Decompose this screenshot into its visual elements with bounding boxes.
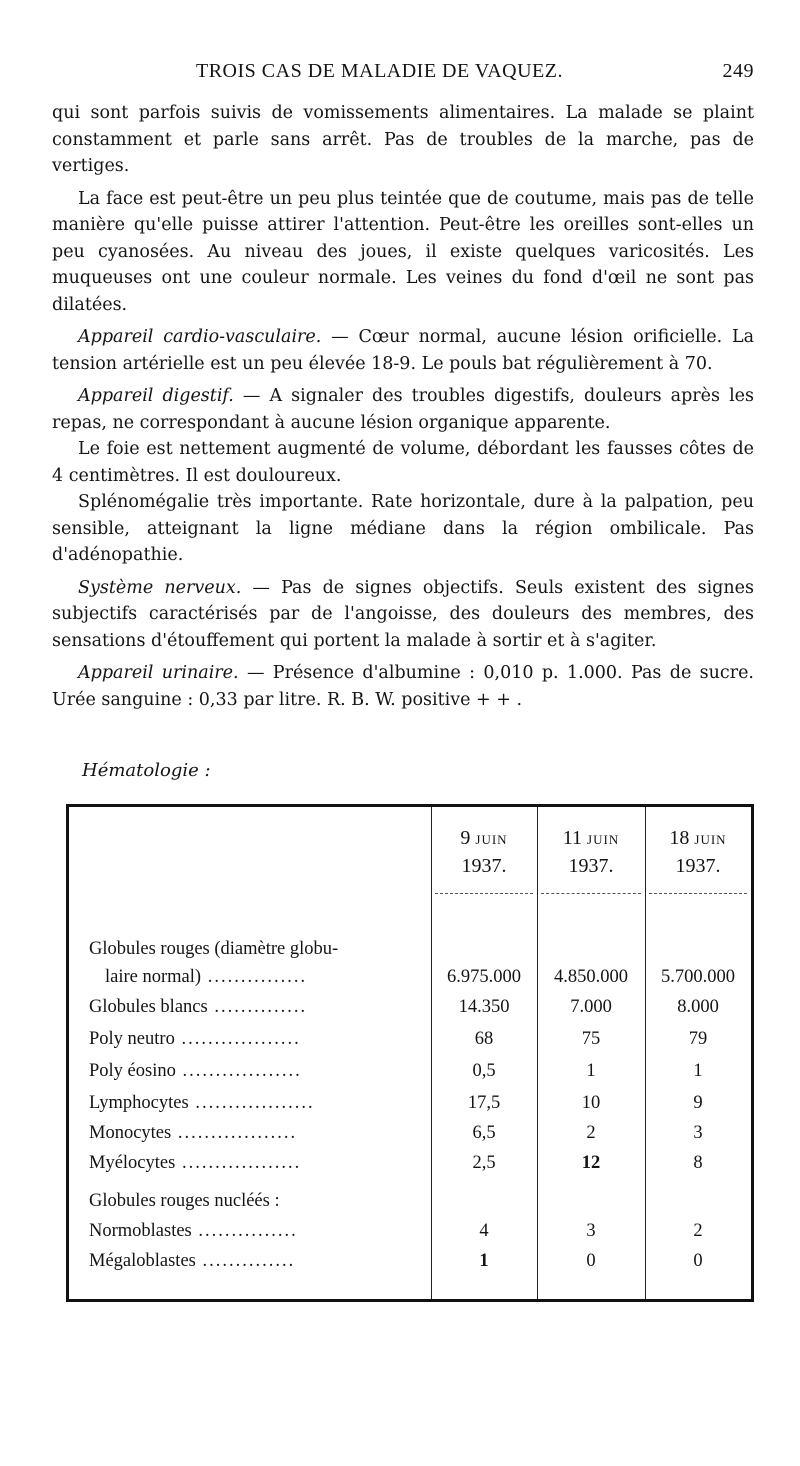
header-day: 11 (562, 827, 583, 849)
section-heading: Appareil cardio-vasculaire. (78, 327, 322, 347)
row-label: Poly éosino .................. (89, 1061, 302, 1081)
table-cell: 8.000 (677, 997, 719, 1017)
table-cell: 4 (479, 1221, 489, 1241)
column-header (431, 825, 537, 879)
section-heading: Appareil urinaire. (78, 663, 239, 683)
header-rule (541, 893, 641, 894)
table-cell: 3 (693, 1123, 703, 1143)
table-cell: 7.000 (570, 997, 612, 1017)
page-number: 249 (722, 60, 754, 82)
hematology-heading: Hématologie : (82, 760, 211, 781)
paragraph-text: — Cœur normal, aucune lésion orificielle. La tension artérielle est un peu élevée 18-9. Le pouls bat régulièrement à 70. (52, 327, 755, 374)
paragraph (52, 660, 754, 713)
running-title: TROIS CAS DE MALADIE DE VAQUEZ. (196, 60, 563, 82)
table-cell: 75 (581, 1029, 601, 1049)
table-cell: 9 (693, 1093, 703, 1113)
table-cell: 5.700.000 (661, 967, 735, 987)
row-label-continued: laire normal) ............... (105, 967, 308, 987)
header-rule (649, 893, 747, 894)
table-cell: 3 (586, 1221, 596, 1241)
header-rule (435, 893, 533, 894)
paragraph (52, 383, 754, 436)
paragraph: Splénomégalie très importante. Rate horizontale, dure à la palpation, peu sensible, atteignant la ligne médiane dans la région ombilicale. Pas d'adénopathie. (52, 492, 754, 565)
table-cell: 68 (474, 1029, 494, 1049)
paragraph: qui sont parfois suivis de vomissements alimentaires. La malade se plaint constamment et parle sans arrêt. Pas de troubles de la marche, pas de vertiges. (52, 103, 754, 176)
body-text (52, 100, 754, 713)
table-cell: 79 (688, 1029, 708, 1049)
table-cell: 2 (693, 1221, 703, 1241)
paragraph-text: — Présence d'albumine : 0,010 p. 1.000. Pas de sucre. Urée sanguine : 0,33 par litre. R. B. W. positive + + . (52, 663, 754, 710)
running-header (52, 60, 754, 90)
row-label: Myélocytes .................. (89, 1153, 302, 1173)
header-year: 1937. (461, 855, 507, 877)
table-cell: 0,5 (472, 1061, 496, 1081)
paragraph (52, 324, 754, 377)
hematology-table (66, 804, 754, 1302)
header-month: JUIN (587, 832, 620, 847)
table-cell: 1 (693, 1061, 703, 1081)
paragraph: La face est peut-être un peu plus teintée que de coutume, mais pas de telle manière qu'elle puisse attirer l'attention. Peut-être les oreilles sont-elles un peu cyanosées. Au niveau des joues, il existe quelques varicosités. Les muqueuses ont une couleur normale. Les veines du fond d'œil ne sont pas dilatées. (52, 188, 754, 315)
header-day: 18 (669, 827, 690, 849)
table-cell: 4.850.000 (554, 967, 628, 987)
table-cell: 2,5 (472, 1153, 496, 1173)
row-label: Normoblastes ............... (89, 1221, 298, 1241)
table-cell: 1 (479, 1251, 489, 1271)
paragraph-text: — A signaler des troubles digestifs, douleurs après les repas, ne correspondant à aucune lésion organique apparente. (52, 386, 755, 433)
column-header (645, 825, 751, 879)
table-cell: 12 (581, 1153, 601, 1173)
table-cell: 6,5 (472, 1123, 496, 1143)
row-label: Poly neutro .................. (89, 1029, 301, 1049)
table-cell: 14.350 (458, 997, 510, 1017)
header-year: 1937. (675, 855, 721, 877)
row-label: Globules blancs .............. (89, 997, 308, 1017)
row-label: Monocytes .................. (89, 1123, 298, 1143)
column-header (537, 825, 645, 879)
header-day: 9 (460, 827, 471, 849)
table-cell: 0 (586, 1251, 596, 1271)
header-month: JUIN (694, 832, 727, 847)
row-subheading: Globules rouges nucléés : (89, 1191, 280, 1211)
header-month: JUIN (475, 832, 508, 847)
paragraph: Le foie est nettement augmenté de volume, débordant les fausses côtes de 4 centimètres. Il est douloureux. (52, 439, 754, 486)
section-heading: Système nerveux. (78, 577, 242, 598)
paragraph-text: — Pas de signes objectifs. Seuls existent des signes subjectifs caractérisés par de l'angoisse, des douleurs des membres, des sensations d'étouffement qui portent la malade à sortir et à s'agiter. (52, 577, 754, 651)
row-label: Lymphocytes .................. (89, 1093, 315, 1113)
table-cell: 6.975.000 (447, 967, 521, 987)
table-cell: 8 (693, 1153, 703, 1173)
table-cell: 10 (581, 1093, 601, 1113)
row-label: Globules rouges (diamètre globu- (89, 939, 339, 959)
table-cell: 0 (693, 1251, 703, 1271)
row-label: Mégaloblastes .............. (89, 1251, 296, 1271)
header-year: 1937. (568, 855, 614, 877)
table-cell: 2 (586, 1123, 596, 1143)
section-heading: Appareil digestif. (78, 386, 234, 406)
paragraph (52, 575, 754, 655)
table-cell: 1 (586, 1061, 596, 1081)
table-cell: 17,5 (467, 1093, 501, 1113)
